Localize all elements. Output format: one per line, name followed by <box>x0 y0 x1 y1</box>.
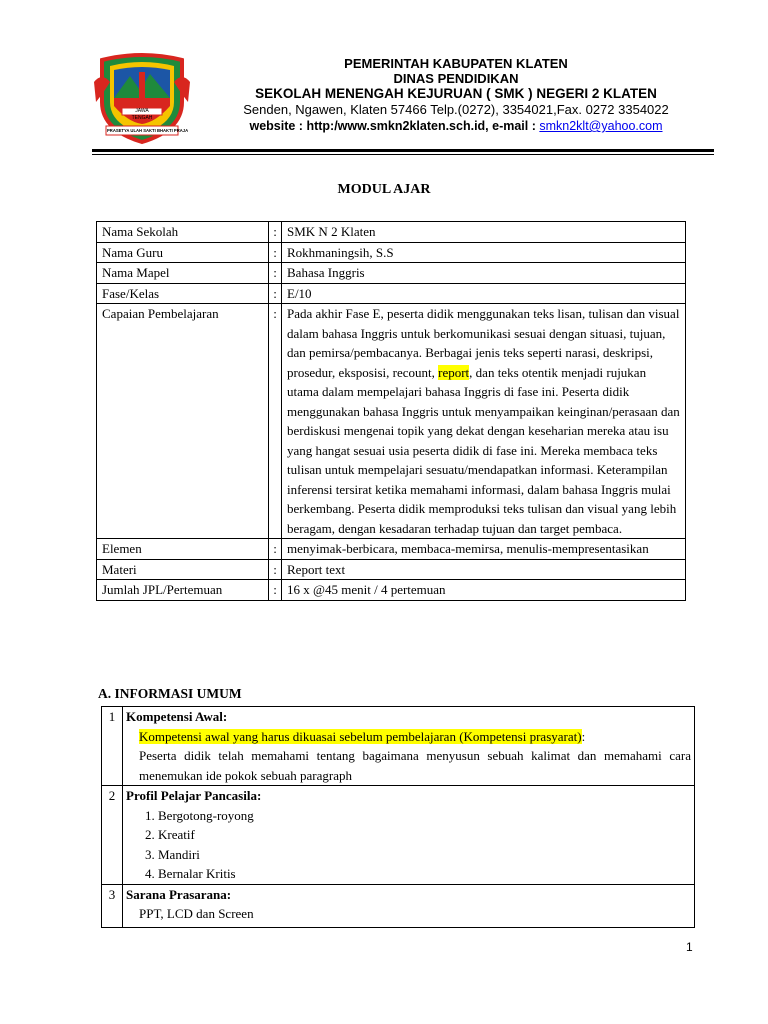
table-row <box>102 786 695 885</box>
logo-banner-text: JAWA TENGAH <box>131 108 153 121</box>
row-value: SMK N 2 Klaten <box>282 222 686 243</box>
table-row <box>102 884 695 927</box>
item-title: Kompetensi Awal: <box>126 709 228 724</box>
row-separator: : <box>269 283 282 304</box>
prasyarat-highlight: Kompetensi awal yang harus dikuasai sebelum pembelajaran (Kompetensi prasyarat) <box>139 728 582 744</box>
identity-table <box>96 221 686 601</box>
row-label: Nama Sekolah <box>97 222 269 243</box>
capaian-text <box>282 304 686 539</box>
capaian-highlight: report <box>438 364 470 380</box>
elemen-label: Elemen <box>97 539 269 560</box>
logo-motto-text: PRASETYA ULAH SAKTI BHAKTI PRAJA <box>107 128 189 133</box>
row-separator: : <box>269 580 282 601</box>
item-content <box>123 707 695 786</box>
informasi-umum-table <box>101 706 695 928</box>
website-text: website : http:/www.smkn2klaten.sch.id, e-mail : <box>249 119 540 133</box>
item-content <box>123 786 695 885</box>
table-row <box>97 242 686 263</box>
table-row <box>102 707 695 786</box>
list-item: 1. Bergotong-royong <box>158 806 691 826</box>
prasyarat-line <box>126 727 691 747</box>
letterhead-government: PEMERINTAH KABUPATEN KLATEN <box>344 56 568 71</box>
jpl-label: Jumlah JPL/Pertemuan <box>97 580 269 601</box>
table-row <box>97 559 686 580</box>
item-text: PPT, LCD dan Screen <box>139 906 254 921</box>
item-title: Sarana Prasarana: <box>126 886 232 902</box>
row-separator: : <box>269 304 282 539</box>
row-value: Rokhmaningsih, S.S <box>282 242 686 263</box>
row-separator: : <box>269 539 282 560</box>
list-item: 4. Bernalar Kritis <box>158 864 691 884</box>
row-separator: : <box>269 559 282 580</box>
row-label: Fase/Kelas <box>97 283 269 304</box>
table-row <box>97 304 686 539</box>
item-text: Peserta didik telah memahami tentang bagaimana menyusun sebuah kalimat dan memahami cara menemukan ide pokok sebuah paragraph <box>139 748 691 783</box>
materi-label: Materi <box>97 559 269 580</box>
row-label: Nama Mapel <box>97 263 269 284</box>
row-value: Bahasa Inggris <box>282 263 686 284</box>
letterhead-school-name: SEKOLAH MENENGAH KEJURUAN ( SMK ) NEGERI 2 KLATEN <box>255 86 657 101</box>
table-row <box>97 283 686 304</box>
table-row <box>97 580 686 601</box>
item-content <box>123 884 695 927</box>
table-row <box>97 263 686 284</box>
letterhead-department: DINAS PENDIDIKAN <box>393 71 519 86</box>
row-label: Nama Guru <box>97 242 269 263</box>
item-number: 3 <box>102 884 123 927</box>
table-row <box>97 222 686 243</box>
item-number: 2 <box>102 786 123 885</box>
elemen-value: menyimak-berbicara, membaca-memirsa, menulis-mempresentasikan <box>282 539 686 560</box>
letterhead-address: Senden, Ngawen, Klaten 57466 Telp.(0272), 3354021,Fax. 0272 3354022 <box>243 102 669 117</box>
row-separator: : <box>269 263 282 284</box>
letterhead-contact <box>206 118 706 134</box>
capaian-text-after: , dan teks otentik menjadi rujukan utama dalam mempelajari bahasa Inggris di fase ini. Peserta didik menggunakan bahasa Inggris untuk menyampaikan keinginan/perasaan dan berdiskusi mengenai topik yang dekat dengan keseharian mereka atau isu yang hangat sesuai usia peserta didik di fase ini. Mereka membaca teks tulisan untuk mempelajari sesuatu/mendapatkan informasi. Keterampilan inferensi tersirat ketika memahami informasi, dalam bahasa Inggris mulai berkembang. Peserta didik memproduksi teks tulisan dan visual yang lebih beragam, dengan kesadaran terhadap tujuan dan target pembaca. <box>287 364 680 536</box>
list-item: 2. Kreatif <box>158 825 691 845</box>
central-java-emblem-logo <box>92 52 192 144</box>
item-title: Profil Pelajar Pancasila: <box>126 788 262 803</box>
profil-list <box>126 806 691 884</box>
item-number: 1 <box>102 707 123 786</box>
letterhead <box>206 56 706 134</box>
row-separator: : <box>269 222 282 243</box>
capaian-text-before: Pada akhir Fase E, peserta didik menggunakan teks lisan, tulisan dan visual dalam bahasa Inggris untuk berkomunikasi sesuai dengan situasi, tujuan, dan pemirsa/pembacanya. Berbagai jenis teks seperti narasi, deskripsi, prosedur, eksposisi, recount, <box>287 306 680 380</box>
row-value: E/10 <box>282 283 686 304</box>
letterhead-thin-rule <box>92 154 714 155</box>
jpl-value: 16 x @45 menit / 4 pertemuan <box>282 580 686 601</box>
capaian-label: Capaian Pembelajaran <box>97 304 269 539</box>
letterhead-thick-rule <box>92 149 714 152</box>
section-a-heading: A. INFORMASI UMUM <box>98 686 242 701</box>
page-number: 1 <box>686 940 693 954</box>
materi-value: Report text <box>282 559 686 580</box>
document-title: MODUL AJAR <box>337 182 431 197</box>
prasyarat-suffix: : <box>581 728 586 744</box>
table-row <box>97 539 686 560</box>
row-separator: : <box>269 242 282 263</box>
email-link[interactable]: smkn2klt@yahoo.com <box>539 119 663 133</box>
list-item: 3. Mandiri <box>158 845 691 865</box>
